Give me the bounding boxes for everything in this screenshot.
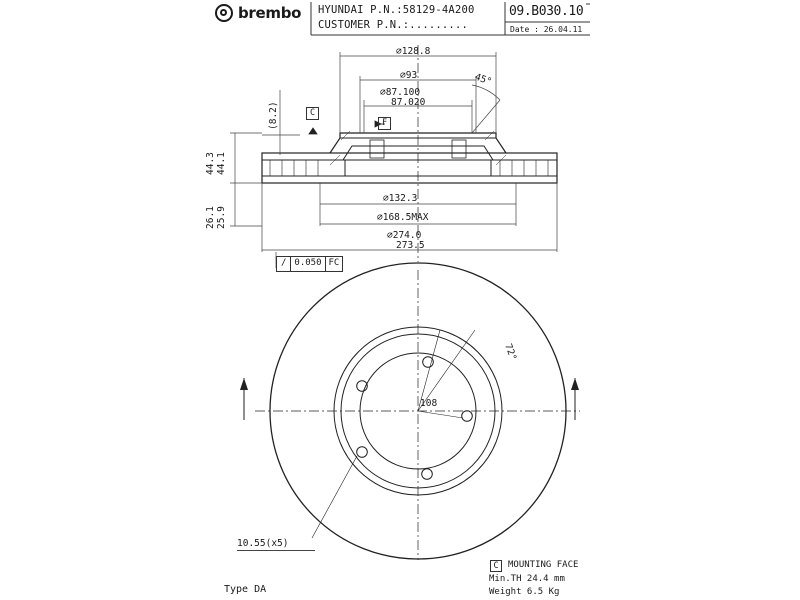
weight: Weight 6.5 Kg	[489, 587, 560, 597]
hole-note: 10.55(x5)	[237, 538, 289, 549]
mounting-face-label: MOUNTING FACE	[508, 560, 579, 570]
datum-c-arrow-icon	[309, 128, 317, 134]
dim-44-1: 44.1	[216, 152, 227, 175]
dim-128: ∅128.8	[396, 46, 431, 57]
dim-132: ∅132.3	[383, 193, 418, 204]
dim-angle-72: 72°	[502, 342, 519, 363]
runout-tolerance-frame	[276, 256, 343, 272]
mounting-face-key: C	[490, 560, 502, 572]
brand-logo: brembo	[238, 4, 302, 22]
runout-value: 0.050	[291, 257, 325, 271]
dim-25-9: 25.9	[216, 206, 227, 229]
runout-icon: /	[277, 257, 291, 271]
bolt-hole	[422, 469, 433, 480]
dim-274-lower: 273.5	[396, 240, 425, 251]
oem-part-number: HYUNDAI P.N.:58129-4A200	[318, 4, 475, 16]
runout-reference: FC	[328, 258, 340, 268]
customer-part-number: CUSTOMER P.N.:.........	[318, 19, 468, 31]
min-thickness: Min.TH 24.4 mm	[489, 574, 565, 584]
dim-87-lower: 87.020	[391, 97, 426, 108]
section-arrow-left-icon	[240, 378, 248, 390]
hole-note-underline	[237, 550, 315, 551]
dim-274-upper: ∅274.0	[387, 230, 422, 241]
dim-26-1: 26.1	[205, 206, 216, 229]
brembo-code: 09.B030.10	[509, 4, 584, 19]
dim-87-upper: ∅87.100	[380, 87, 421, 98]
dim-angle-45: 45°	[473, 71, 494, 88]
front-view	[244, 263, 580, 560]
dim-93: ∅93	[400, 70, 418, 81]
bolt-hole	[357, 447, 368, 458]
section-arrow-right-icon	[571, 378, 579, 390]
datum-f-box: F	[378, 117, 391, 130]
bolt-hole	[423, 357, 434, 368]
dim-pcd-108: 108	[420, 398, 438, 409]
datum-c-box: C	[306, 107, 319, 120]
dim-8-2: (8.2)	[268, 101, 279, 130]
dim-44-3: 44.3	[205, 152, 216, 175]
dim-168: ∅168.5MAX	[377, 212, 429, 223]
dimension-labels	[205, 46, 518, 409]
bolt-hole	[462, 411, 473, 422]
drawing-date: Date : 26.04.11	[510, 25, 583, 34]
disc-type: Type DA	[224, 584, 267, 595]
section-arrows	[240, 378, 579, 390]
title-block-frame	[311, 2, 590, 35]
datum-markers	[309, 121, 385, 134]
